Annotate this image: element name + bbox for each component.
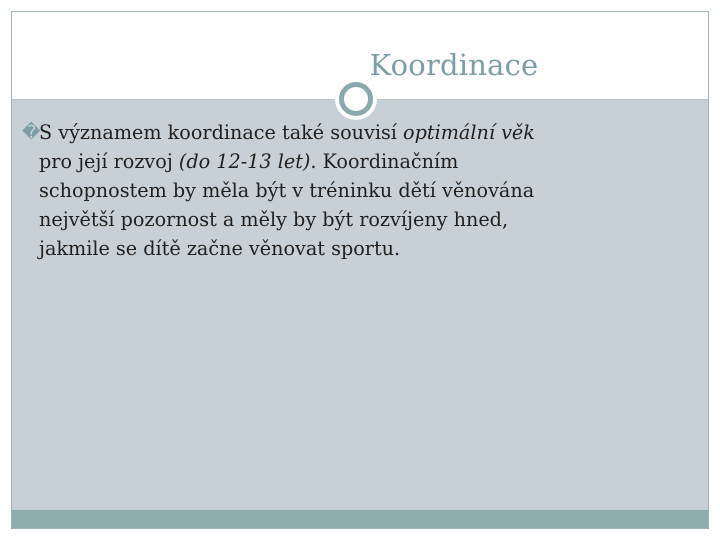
bullet-paragraph: [22, 118, 682, 263]
footer-bar: [12, 510, 708, 528]
text-line-2: [39, 147, 682, 176]
text-line-1: [39, 118, 682, 147]
slide-body: [22, 118, 682, 263]
bullet-icon: �: [22, 122, 41, 143]
slide: [11, 11, 709, 529]
text-segment: S významem koordinace také souvisí: [39, 121, 404, 144]
text-segment: pro její rozvoj: [39, 150, 179, 173]
slide-title: Koordinace: [369, 48, 539, 82]
text-segment-italic: optimální věk: [403, 121, 535, 144]
text-line-4: největší pozornost a měly by být rozvíjeny hned,: [39, 208, 509, 231]
circle-ornament-icon: [339, 82, 373, 116]
text-segment-italic: (do 12-13 let): [178, 150, 311, 173]
text-line-3: schopnostem by měla být v tréninku dětí věnována: [39, 179, 535, 202]
text-line-5: jakmile se dítě začne věnovat sportu.: [39, 237, 401, 260]
text-segment: . Koordinačním: [310, 150, 459, 173]
